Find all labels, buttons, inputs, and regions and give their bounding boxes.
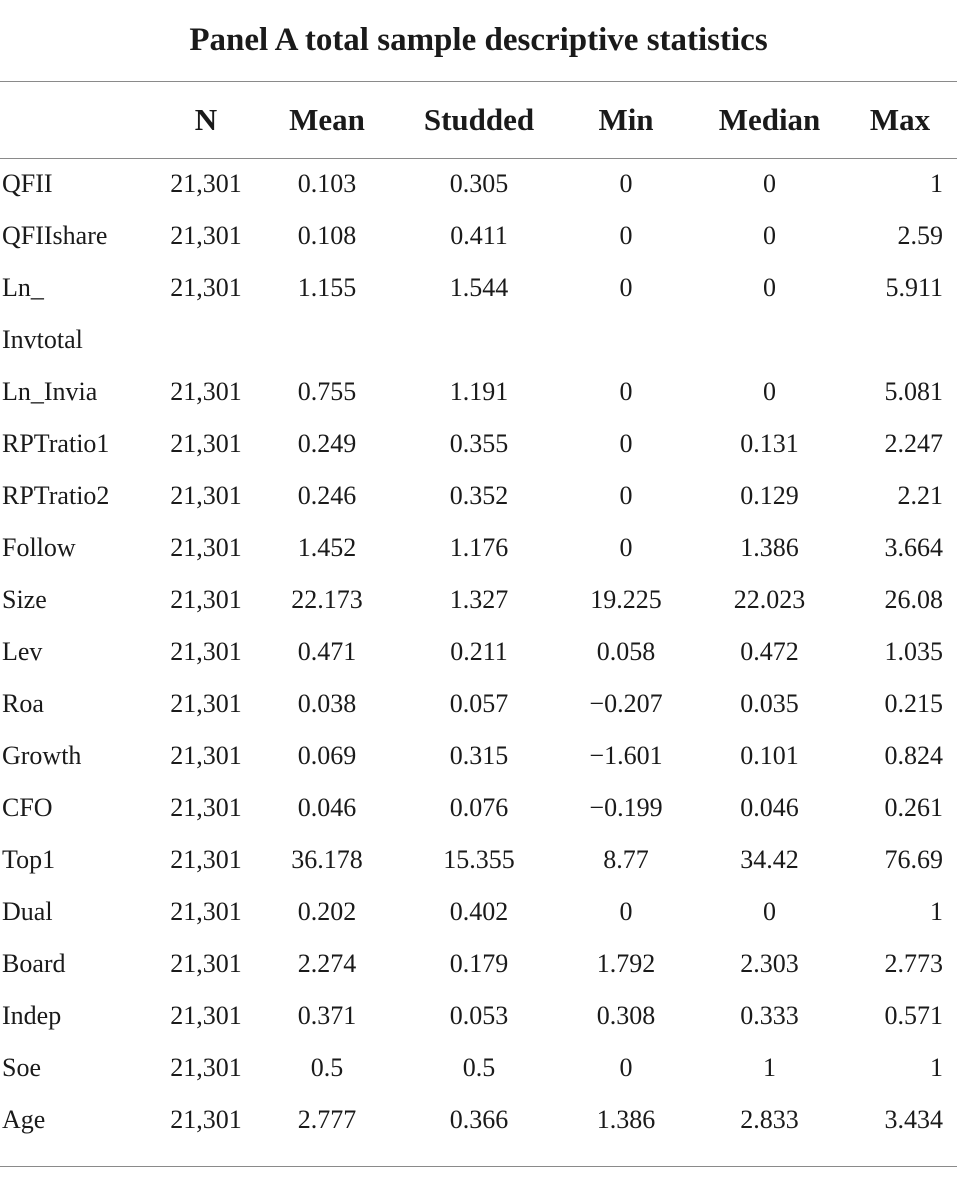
n-cell: 21,301 <box>170 377 242 406</box>
studded-cell: 0.315 <box>449 741 509 770</box>
max-cell: 0.571 <box>884 1001 943 1030</box>
max-cell: 1.035 <box>884 637 943 666</box>
studded-cell: 0.5 <box>462 1053 496 1082</box>
n-cell: 21,301 <box>170 1105 242 1134</box>
variable-cell: Ln_ <box>2 273 44 302</box>
min-cell: 0 <box>619 169 633 198</box>
mean-cell: 0.371 <box>297 1001 357 1030</box>
min-cell: 1.386 <box>596 1105 656 1134</box>
median-cell: 0.131 <box>740 429 799 458</box>
max-cell: 5.081 <box>884 377 943 406</box>
studded-cell: 0.355 <box>449 429 509 458</box>
header-row <box>0 82 957 158</box>
mean-cell: 0.038 <box>297 689 357 718</box>
variable-cell: Growth <box>2 741 82 770</box>
table-title: Panel A total sample descriptive statistics <box>189 22 768 58</box>
median-cell: 22.023 <box>733 585 806 614</box>
table-row <box>0 938 957 990</box>
min-cell: −0.207 <box>589 689 663 718</box>
mean-cell: 0.246 <box>297 481 357 510</box>
studded-cell: 1.327 <box>449 585 509 614</box>
variable-cell: Size <box>2 585 47 614</box>
table-row <box>0 574 957 626</box>
min-cell: 0.308 <box>596 1001 656 1030</box>
min-cell: 0 <box>619 273 633 302</box>
min-cell: −1.601 <box>589 741 663 770</box>
mean-cell: 0.108 <box>297 221 357 250</box>
variable-cell: CFO <box>2 793 53 822</box>
variable-cell: Dual <box>2 897 53 926</box>
min-cell: 0 <box>619 897 633 926</box>
n-cell: 21,301 <box>170 637 242 666</box>
studded-cell <box>402 314 556 366</box>
table-row <box>0 1042 957 1094</box>
median-cell: 0 <box>763 221 776 250</box>
studded-cell: 0.411 <box>450 221 508 250</box>
mean-cell: 0.103 <box>297 169 357 198</box>
min-cell: 19.225 <box>590 585 662 614</box>
mean-cell: 22.173 <box>291 585 363 614</box>
studded-cell: 1.176 <box>449 533 509 562</box>
variable-cell: Ln_Invia <box>2 377 98 406</box>
variable-cell: QFIIshare <box>2 221 108 250</box>
table-row <box>0 1094 957 1146</box>
table-row <box>0 418 957 470</box>
mean-cell: 1.452 <box>297 533 357 562</box>
variable-cell: Age <box>2 1105 46 1134</box>
median-cell: 0.046 <box>740 793 799 822</box>
variable-cell: Top1 <box>2 845 56 874</box>
max-cell: 2.773 <box>884 949 943 978</box>
mean-cell: 0.202 <box>297 897 357 926</box>
table-row <box>0 886 957 938</box>
studded-cell: 1.191 <box>449 377 509 406</box>
max-cell: 2.21 <box>897 481 943 510</box>
studded-cell: 0.076 <box>449 793 509 822</box>
max-cell: 0.261 <box>884 793 943 822</box>
mean-cell: 0.471 <box>297 637 357 666</box>
n-cell: 21,301 <box>170 585 242 614</box>
table-row <box>0 990 957 1042</box>
variable-cell: QFII <box>2 169 53 198</box>
n-cell: 21,301 <box>170 221 242 250</box>
median-cell: 1 <box>763 1053 776 1082</box>
min-cell: 0 <box>619 481 633 510</box>
column-header-variable <box>0 82 160 158</box>
min-cell: 0 <box>619 429 633 458</box>
table-row <box>0 366 957 418</box>
variable-cell: RPTratio2 <box>2 481 110 510</box>
n-cell: 21,301 <box>170 1001 242 1030</box>
variable-cell: Invtotal <box>2 325 83 354</box>
max-cell: 1 <box>930 1053 943 1082</box>
variable-cell: Lev <box>2 637 43 666</box>
studded-cell: 15.355 <box>443 845 515 874</box>
column-header-max: Max <box>869 102 931 137</box>
max-cell: 76.69 <box>884 845 943 874</box>
table-row <box>0 782 957 834</box>
median-cell: 0.129 <box>740 481 799 510</box>
max-cell: 2.59 <box>897 221 943 250</box>
mean-cell: 2.274 <box>297 949 357 978</box>
table-row <box>0 470 957 522</box>
mean-cell: 0.249 <box>297 429 357 458</box>
table-row <box>0 210 957 262</box>
n-cell: 21,301 <box>170 273 242 302</box>
variable-cell: Follow <box>2 533 76 562</box>
max-cell: 1 <box>930 897 943 926</box>
median-cell: 0.333 <box>740 1001 799 1030</box>
mean-cell: 0.755 <box>297 377 357 406</box>
studded-cell: 0.402 <box>449 897 509 926</box>
n-cell: 21,301 <box>170 897 242 926</box>
n-cell: 21,301 <box>170 689 242 718</box>
n-cell: 21,301 <box>170 533 242 562</box>
min-cell: 8.77 <box>603 845 649 874</box>
n-cell: 21,301 <box>170 845 242 874</box>
min-cell: 0 <box>619 1053 633 1082</box>
table-row <box>0 678 957 730</box>
table-row <box>0 834 957 886</box>
max-cell: 26.08 <box>884 585 943 614</box>
table-row <box>0 314 957 366</box>
mean-cell: 2.777 <box>297 1105 357 1134</box>
column-header-n: N <box>194 102 218 137</box>
min-cell: 0.058 <box>596 637 656 666</box>
n-cell: 21,301 <box>170 949 242 978</box>
n-cell: 21,301 <box>170 169 242 198</box>
max-cell: 5.911 <box>885 273 943 302</box>
mean-cell <box>252 314 402 366</box>
studded-cell: 0.366 <box>449 1105 509 1134</box>
median-cell: 0 <box>763 377 776 406</box>
median-cell: 2.303 <box>740 949 799 978</box>
n-cell <box>160 314 252 366</box>
variable-cell: Soe <box>2 1053 41 1082</box>
median-cell: 2.833 <box>740 1105 799 1134</box>
min-cell: 1.792 <box>596 949 656 978</box>
column-header-min: Min <box>598 102 654 137</box>
n-cell: 21,301 <box>170 793 242 822</box>
max-cell: 0.215 <box>884 689 943 718</box>
mean-cell: 0.5 <box>310 1053 344 1082</box>
table-row <box>0 522 957 574</box>
min-cell: 0 <box>619 533 633 562</box>
min-cell: 0 <box>619 377 633 406</box>
descriptive-statistics-table <box>0 82 957 1146</box>
min-cell: −0.199 <box>589 793 663 822</box>
n-cell: 21,301 <box>170 741 242 770</box>
variable-cell: Indep <box>2 1001 62 1030</box>
min-cell: 0 <box>619 221 633 250</box>
studded-cell: 0.057 <box>449 689 509 718</box>
mean-cell: 1.155 <box>297 273 357 302</box>
table-row <box>0 158 957 210</box>
variable-cell: RPTratio1 <box>2 429 110 458</box>
n-cell: 21,301 <box>170 1053 242 1082</box>
median-cell: 0 <box>763 273 776 302</box>
column-header-studded: Studded <box>423 102 535 137</box>
median-cell: 34.42 <box>740 845 799 874</box>
table-header <box>0 82 957 158</box>
table-row <box>0 262 957 314</box>
table-row <box>0 730 957 782</box>
median-cell: 1.386 <box>740 533 799 562</box>
median-cell: 0 <box>763 897 776 926</box>
max-cell: 3.664 <box>884 533 943 562</box>
table-body <box>0 158 957 1146</box>
table-row <box>0 626 957 678</box>
mean-cell: 0.069 <box>297 741 357 770</box>
median-cell: 0.101 <box>740 741 799 770</box>
mean-cell: 0.046 <box>297 793 357 822</box>
median-cell: 0 <box>763 169 776 198</box>
max-cell: 0.824 <box>884 741 943 770</box>
median-cell <box>696 314 843 366</box>
n-cell: 21,301 <box>170 481 242 510</box>
min-cell <box>556 314 696 366</box>
max-cell <box>843 314 957 366</box>
column-header-mean: Mean <box>289 102 365 137</box>
mean-cell: 36.178 <box>291 845 363 874</box>
studded-cell: 0.179 <box>449 949 509 978</box>
max-cell: 3.434 <box>884 1105 943 1134</box>
bottom-rule <box>0 1166 957 1167</box>
median-cell: 0.035 <box>740 689 799 718</box>
column-header-median: Median <box>718 102 821 137</box>
studded-cell: 0.305 <box>449 169 509 198</box>
max-cell: 2.247 <box>884 429 943 458</box>
studded-cell: 0.211 <box>450 637 508 666</box>
median-cell: 0.472 <box>740 637 799 666</box>
variable-cell: Roa <box>2 689 44 718</box>
variable-cell: Board <box>2 949 66 978</box>
max-cell: 1 <box>930 169 943 198</box>
studded-cell: 1.544 <box>449 273 509 302</box>
n-cell: 21,301 <box>170 429 242 458</box>
studded-cell: 0.053 <box>449 1001 509 1030</box>
studded-cell: 0.352 <box>449 481 509 510</box>
